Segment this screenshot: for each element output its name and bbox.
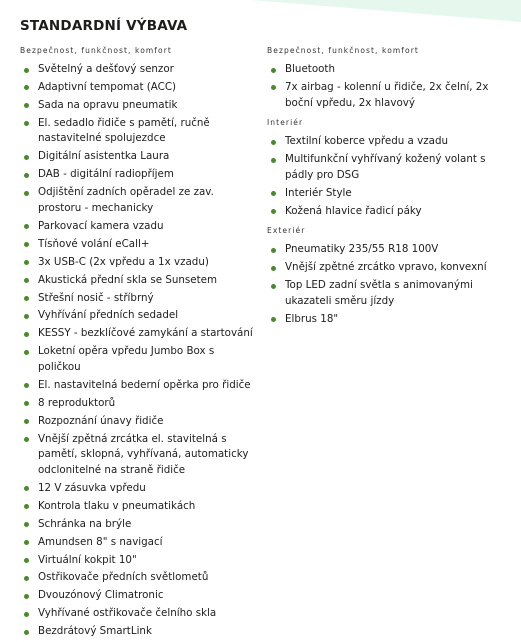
bullet-icon: [24, 296, 29, 301]
section-exterior: [267, 226, 507, 327]
list-item: [20, 291, 256, 307]
section-comfort: [267, 46, 507, 111]
list-item-label: Textilní koberce vpředu a vzadu: [285, 135, 449, 148]
list-item: [20, 219, 256, 235]
list-item: [267, 62, 507, 78]
bullet-icon: [24, 383, 29, 388]
list-item-label: Bluetooth: [285, 63, 335, 75]
list-item: [20, 185, 256, 216]
list-item: [267, 204, 507, 220]
list-item: [20, 553, 256, 569]
bullet-icon: [24, 224, 29, 229]
list-item-label: 7x airbag - kolenní u řidiče, 2x čelní, 2x boční vpředu, 2x hlavový: [285, 80, 489, 109]
list-item: [20, 273, 256, 289]
list-item: [20, 116, 256, 147]
bullet-icon: [24, 314, 29, 319]
bullet-icon: [24, 103, 29, 108]
bullet-icon: [271, 284, 276, 289]
list-item-label: Střešní nosič - stříbrný: [38, 291, 154, 304]
list-item-label: Digitální asistentka Laura: [38, 150, 170, 163]
bullet-icon: [24, 558, 29, 563]
bullet-icon: [271, 266, 276, 271]
list-item: [20, 149, 256, 165]
section-title: Interiér: [267, 118, 304, 128]
list-item-label: Vyhřívání předních sedadel: [38, 309, 179, 322]
bullet-icon: [24, 540, 29, 545]
section-interior: [267, 118, 507, 219]
bullet-icon: [271, 158, 276, 163]
list-item-label: Vnější zpětná zrcátka el. stavitelná s pamětí, sklopná, vyhřívaná, automaticky odclonitelné na straně řidiče: [38, 432, 249, 476]
right-column: [267, 46, 507, 329]
list-item-label: Adaptivní tempomat (ACC): [38, 80, 177, 93]
bullet-icon: [24, 504, 29, 509]
list-item-label: Sada na opravu pneumatik: [38, 98, 178, 111]
list-item-label: Multifunkční vyhřívaný kožený volant s pádly pro DSG: [285, 153, 486, 181]
list-item-label: KESSY - bezklíčové zamykání a startování: [38, 327, 253, 340]
list-item-label: Ostřikovače předních světlometů: [38, 571, 209, 584]
list-item-label: Loketní opěra vpředu Jumbo Box s poličkou: [38, 345, 215, 373]
feature-list: [20, 62, 256, 640]
left-column: [20, 46, 256, 642]
bullet-icon: [24, 278, 29, 283]
list-item-label: Bezdrátový SmartLink: [38, 625, 152, 638]
list-item-label: El. sedadlo řidiče s pamětí, ručně nastavitelné spolujezdce: [38, 116, 210, 145]
list-item: [20, 98, 256, 114]
list-item-label: 3x USB-C (2x vpředu a 1x vzadu): [38, 255, 209, 268]
list-item-label: Odjištění zadních opěradel ze zav. prostoru - mechanicky: [38, 186, 214, 214]
list-item-label: Vnější zpětné zrcátko vpravo, konvexní: [285, 261, 487, 274]
bullet-icon: [24, 486, 29, 491]
bullet-icon: [271, 68, 276, 73]
list-item-label: Tísňové volání eCall+: [38, 237, 150, 250]
list-item-label: Akustická přední skla se Sunsetem: [38, 273, 218, 286]
bullet-icon: [24, 630, 29, 635]
corner-decoration: [251, 0, 521, 22]
bullet-icon: [271, 317, 276, 322]
list-item: [267, 242, 507, 258]
list-item: [20, 432, 256, 479]
list-item: [20, 606, 256, 622]
list-item: [20, 255, 256, 271]
page-title: STANDARDNÍ VÝBAVA: [20, 18, 188, 34]
bullet-icon: [24, 68, 29, 73]
list-item: [20, 308, 256, 324]
bullet-icon: [271, 191, 276, 196]
list-item: [20, 62, 256, 78]
list-item: [20, 414, 256, 430]
list-item-label: Amundsen 8" s navigací: [38, 535, 163, 548]
list-item-label: Top LED zadní světla s animovanými ukazateli směru jízdy: [285, 279, 473, 307]
list-item-label: Dvouzónový Climatronic: [38, 589, 164, 602]
list-item-label: Světelný a dešťový senzor: [38, 63, 174, 75]
list-item: [20, 481, 256, 497]
list-item: [20, 396, 256, 412]
bullet-icon: [24, 419, 29, 424]
list-item-label: Parkovací kamera vzadu: [38, 219, 164, 232]
bullet-icon: [24, 121, 29, 126]
list-item: [20, 167, 256, 183]
bullet-icon: [24, 155, 29, 160]
bullet-icon: [24, 350, 29, 355]
list-item: [20, 535, 256, 551]
bullet-icon: [24, 191, 29, 196]
bullet-icon: [24, 260, 29, 265]
list-item-label: Elbrus 18": [285, 312, 339, 325]
feature-list: [267, 242, 507, 327]
bullet-icon: [271, 248, 276, 253]
list-item: [20, 624, 256, 640]
list-item-label: Pneumatiky 235/55 R18 100V: [285, 243, 439, 256]
bullet-icon: [24, 522, 29, 527]
section-title: Bezpečnost, funkčnost, komfort: [20, 46, 172, 55]
list-item: [20, 499, 256, 515]
section-title: Exteriér: [267, 226, 306, 236]
list-item: [20, 378, 256, 394]
list-item: [20, 517, 256, 533]
list-item: [20, 326, 256, 342]
list-item-label: Schránka na brýle: [38, 517, 132, 530]
bullet-icon: [24, 332, 29, 337]
list-item-label: El. nastavitelná bederní opěrka pro řidiče: [38, 378, 251, 391]
bullet-icon: [24, 612, 29, 617]
list-item-label: Kontrola tlaku v pneumatikách: [38, 499, 196, 512]
bullet-icon: [271, 85, 276, 90]
list-item-label: 12 V zásuvka vpředu: [38, 481, 146, 494]
bullet-icon: [271, 140, 276, 145]
list-item: [267, 260, 507, 276]
bullet-icon: [271, 209, 276, 214]
list-item: [267, 134, 507, 150]
list-item: [20, 344, 256, 375]
list-item: [267, 312, 507, 328]
bullet-icon: [24, 242, 29, 247]
list-item-label: Virtuální kokpit 10": [38, 553, 137, 566]
list-item-label: Rozpoznání únavy řidiče: [38, 414, 164, 427]
list-item: [267, 186, 507, 202]
list-item-label: Vyhřívané ostřikovače čelního skla: [38, 607, 217, 620]
list-item: [267, 80, 507, 111]
list-item: [267, 278, 507, 309]
bullet-icon: [24, 594, 29, 599]
list-item-label: 8 reproduktorů: [38, 396, 116, 409]
list-item-label: Interiér Style: [285, 186, 352, 199]
section-title: Bezpečnost, funkčnost, komfort: [267, 46, 419, 55]
bullet-icon: [24, 173, 29, 178]
bullet-icon: [24, 401, 29, 406]
list-item: [267, 152, 507, 183]
bullet-icon: [24, 576, 29, 581]
bullet-icon: [24, 85, 29, 90]
list-item: [20, 80, 256, 96]
list-item: [20, 570, 256, 586]
list-item-label: Kožená hlavice řadicí páky: [285, 204, 422, 217]
list-item: [20, 237, 256, 253]
list-item: [20, 588, 256, 604]
bullet-icon: [24, 437, 29, 442]
feature-list: [267, 62, 507, 111]
feature-list: [267, 134, 507, 219]
list-item-label: DAB - digitální radiopříjem: [38, 168, 174, 181]
